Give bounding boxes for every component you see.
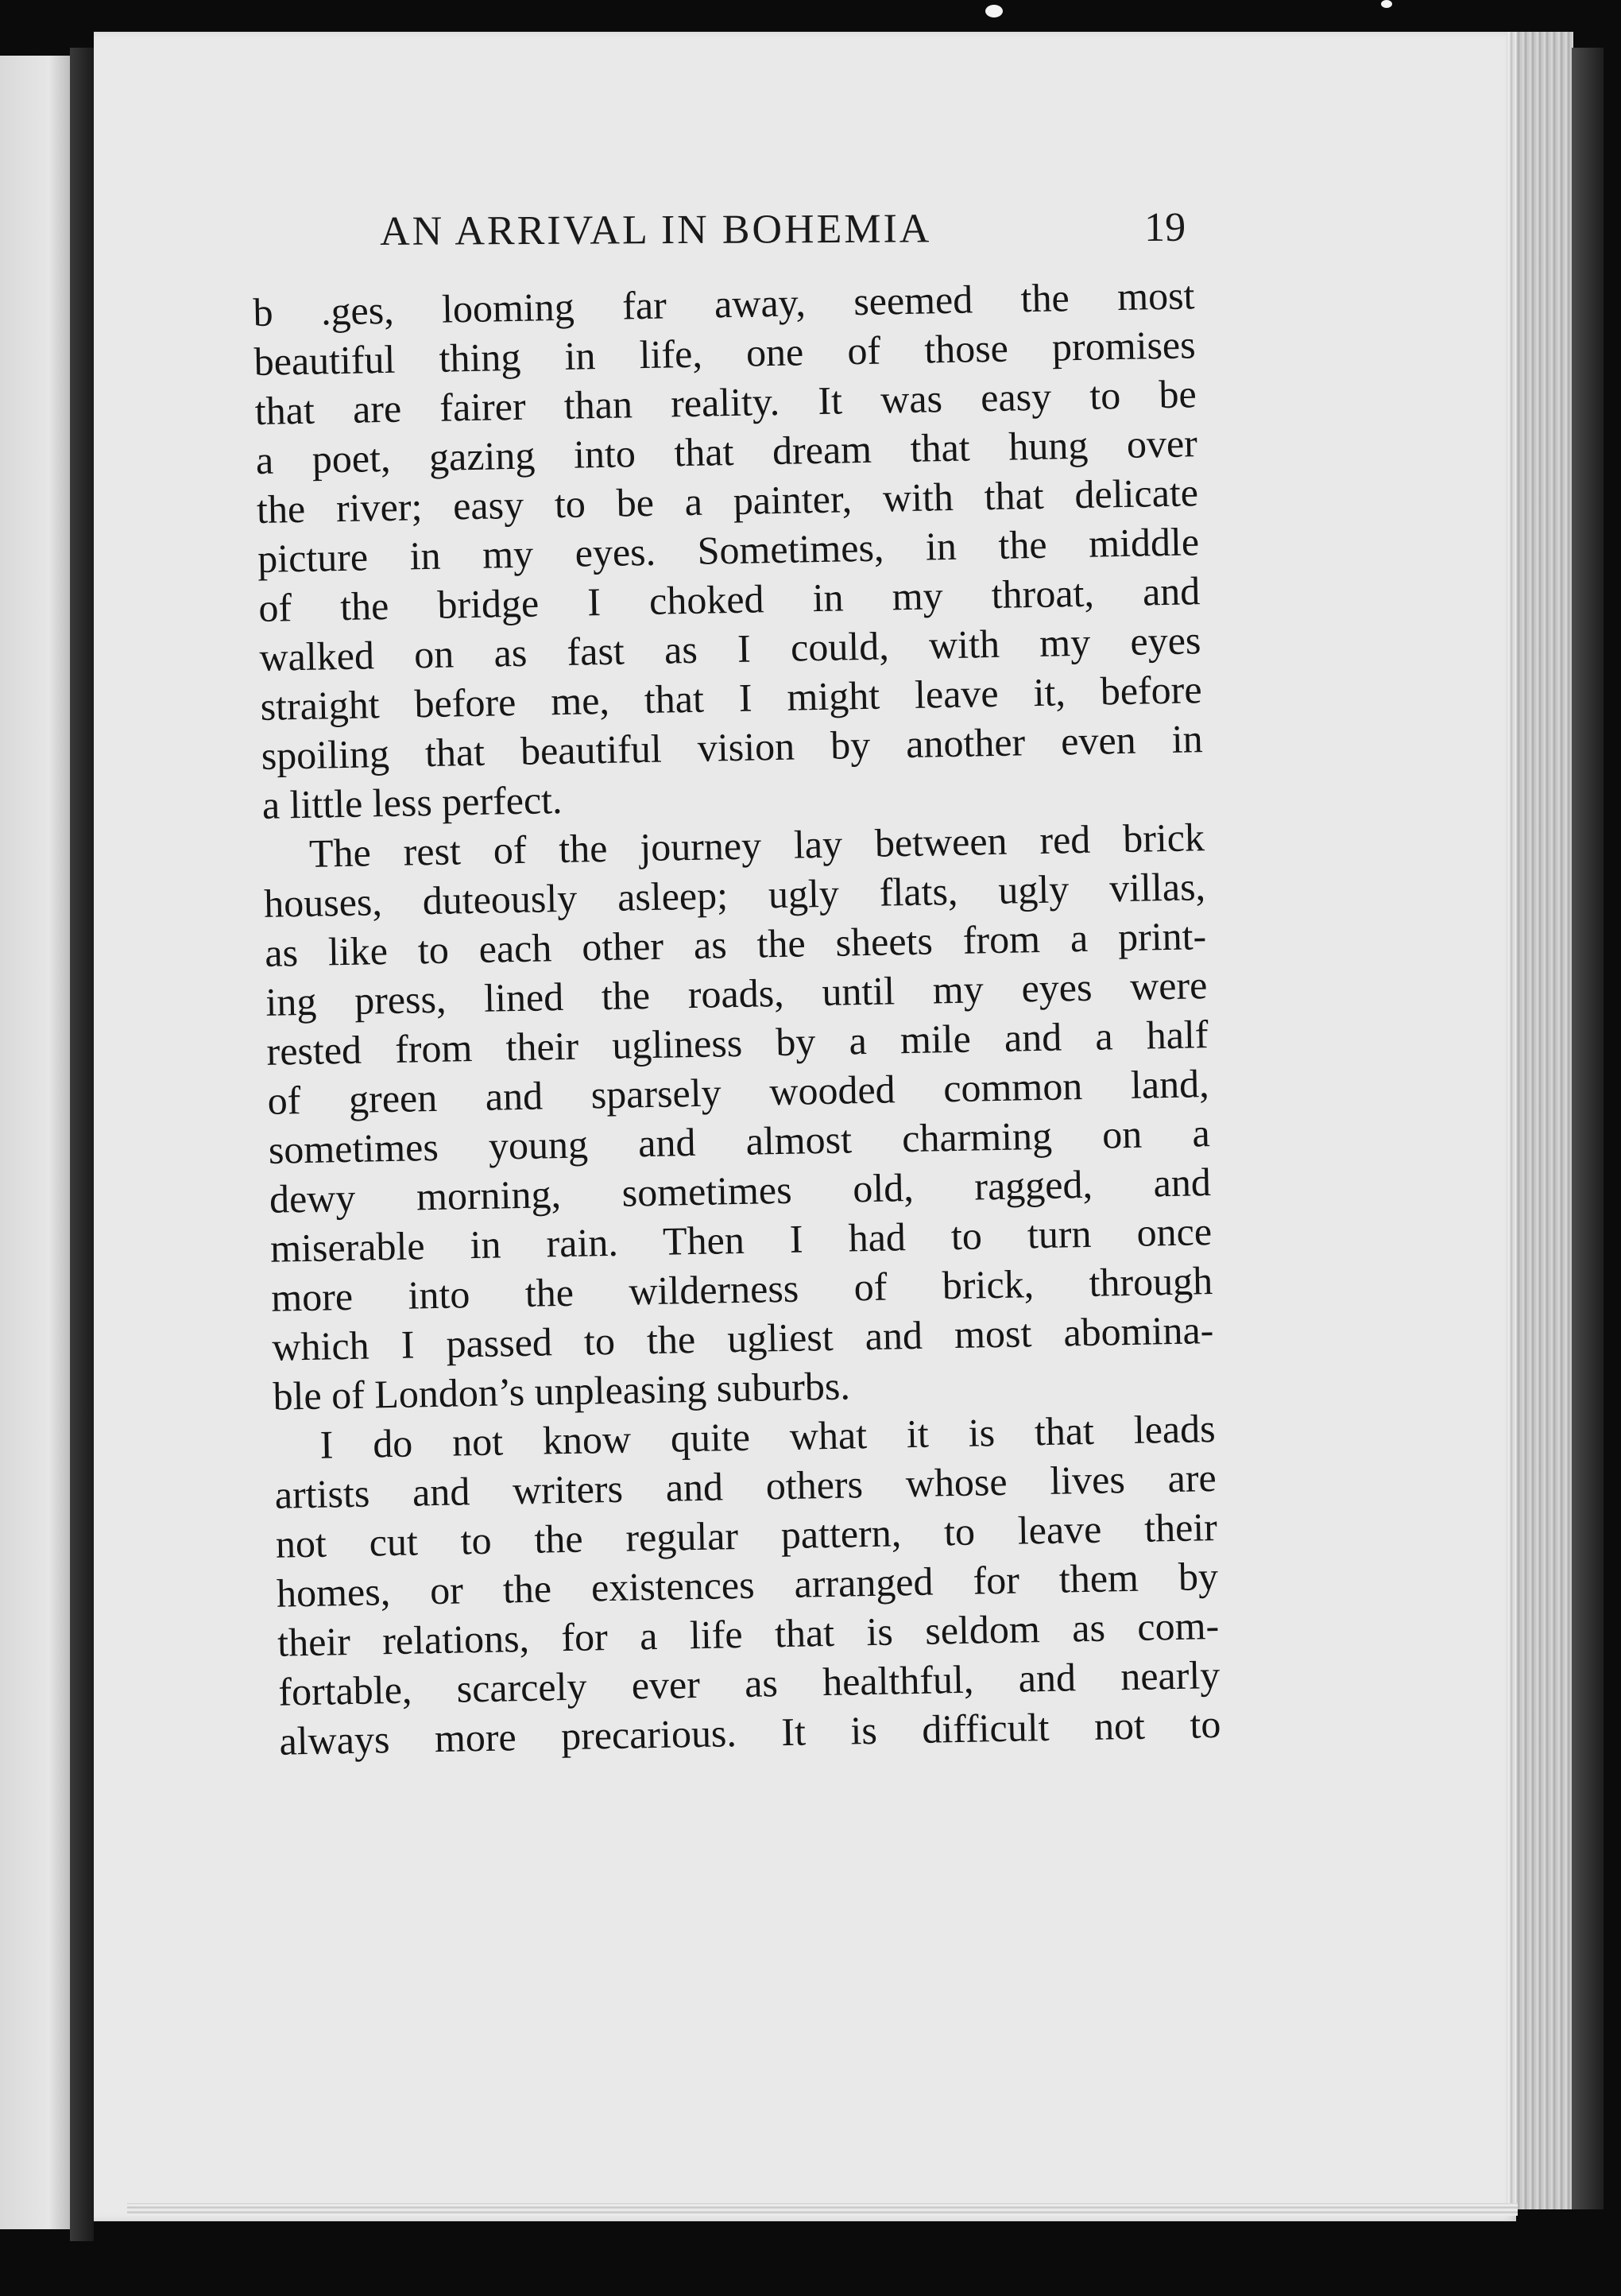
text-line: not cut to the regular pattern, to leave their	[275, 1504, 1218, 1566]
book-cover-edge	[1572, 48, 1604, 2209]
book-gutter	[70, 48, 94, 2241]
text-line: ble of London’s unpleasing suburbs.	[273, 1363, 851, 1419]
film-speck	[985, 5, 1003, 17]
facing-page	[0, 56, 70, 2229]
text-line: rested from their ugliness by a mile and a half	[266, 1012, 1209, 1074]
text-line: beautiful thing in life, one of those promises	[253, 322, 1197, 384]
text-line: I do not know quite what it is that leads	[319, 1406, 1217, 1467]
text-line: fortable, scarcely ever as healthful, and nearly	[277, 1651, 1221, 1714]
text-line: ing press, lined the roads, until my eyes were	[265, 962, 1208, 1024]
text-line: The rest of the journey lay between red brick	[308, 815, 1205, 876]
text-line: houses, duteously asleep; ugly flats, ugly villas,	[263, 864, 1206, 926]
running-title: AN ARRIVAL IN BOHEMIA	[380, 206, 932, 254]
text-line: artists and writers and others whose lives are	[274, 1455, 1217, 1517]
text-line: as like to each other as the sheets from a print-	[264, 913, 1207, 975]
text-line: b .ges, looming far away, seemed the most	[253, 273, 1195, 335]
text-line: miserable in rain. Then I had to turn once	[269, 1209, 1213, 1271]
text-line: walked on as fast as I could, with my eyes	[259, 618, 1201, 680]
paragraph	[273, 1404, 1221, 1766]
page-number: 19	[1143, 204, 1186, 250]
text-line: dewy morning, sometimes old, ragged, and	[269, 1160, 1212, 1222]
running-header	[380, 204, 1206, 272]
text-line: spoiling that beautiful vision by another even in	[261, 716, 1204, 778]
text-line: of green and sparsely wooded common land,	[267, 1061, 1210, 1123]
text-line: which I passed to the ugliest and most abomina-	[271, 1307, 1214, 1369]
text-line: of the bridge I choked in my throat, and	[257, 568, 1201, 630]
text-line: more into the wilderness of brick, through	[270, 1258, 1213, 1320]
page-bottom-edge	[127, 2203, 1518, 2216]
text-line: a poet, gazing into that dream that hung over	[255, 420, 1198, 482]
text-line: their relations, for a life that is seldom as com-	[277, 1603, 1220, 1665]
text-line: homes, or the existences arranged for them by	[276, 1554, 1219, 1616]
text-line: straight before me, that I might leave it, before	[260, 667, 1202, 729]
paragraph	[253, 270, 1204, 830]
paragraph	[262, 812, 1214, 1421]
text-line: the river; easy to be a painter, with that delicate	[256, 470, 1199, 532]
text-line: picture in my eyes. Sometimes, in the middle	[257, 519, 1200, 581]
body-text	[253, 270, 1221, 1765]
film-speck	[1381, 0, 1392, 8]
text-line: always more precarious. It is difficult not to	[279, 1701, 1221, 1764]
text-line: sometimes young and almost charming on a	[268, 1110, 1211, 1172]
text-line: that are fairer than reality. It was easy to be	[254, 371, 1197, 433]
text-line: a little less perfect.	[261, 776, 563, 827]
page-fore-edge	[1507, 32, 1573, 2209]
